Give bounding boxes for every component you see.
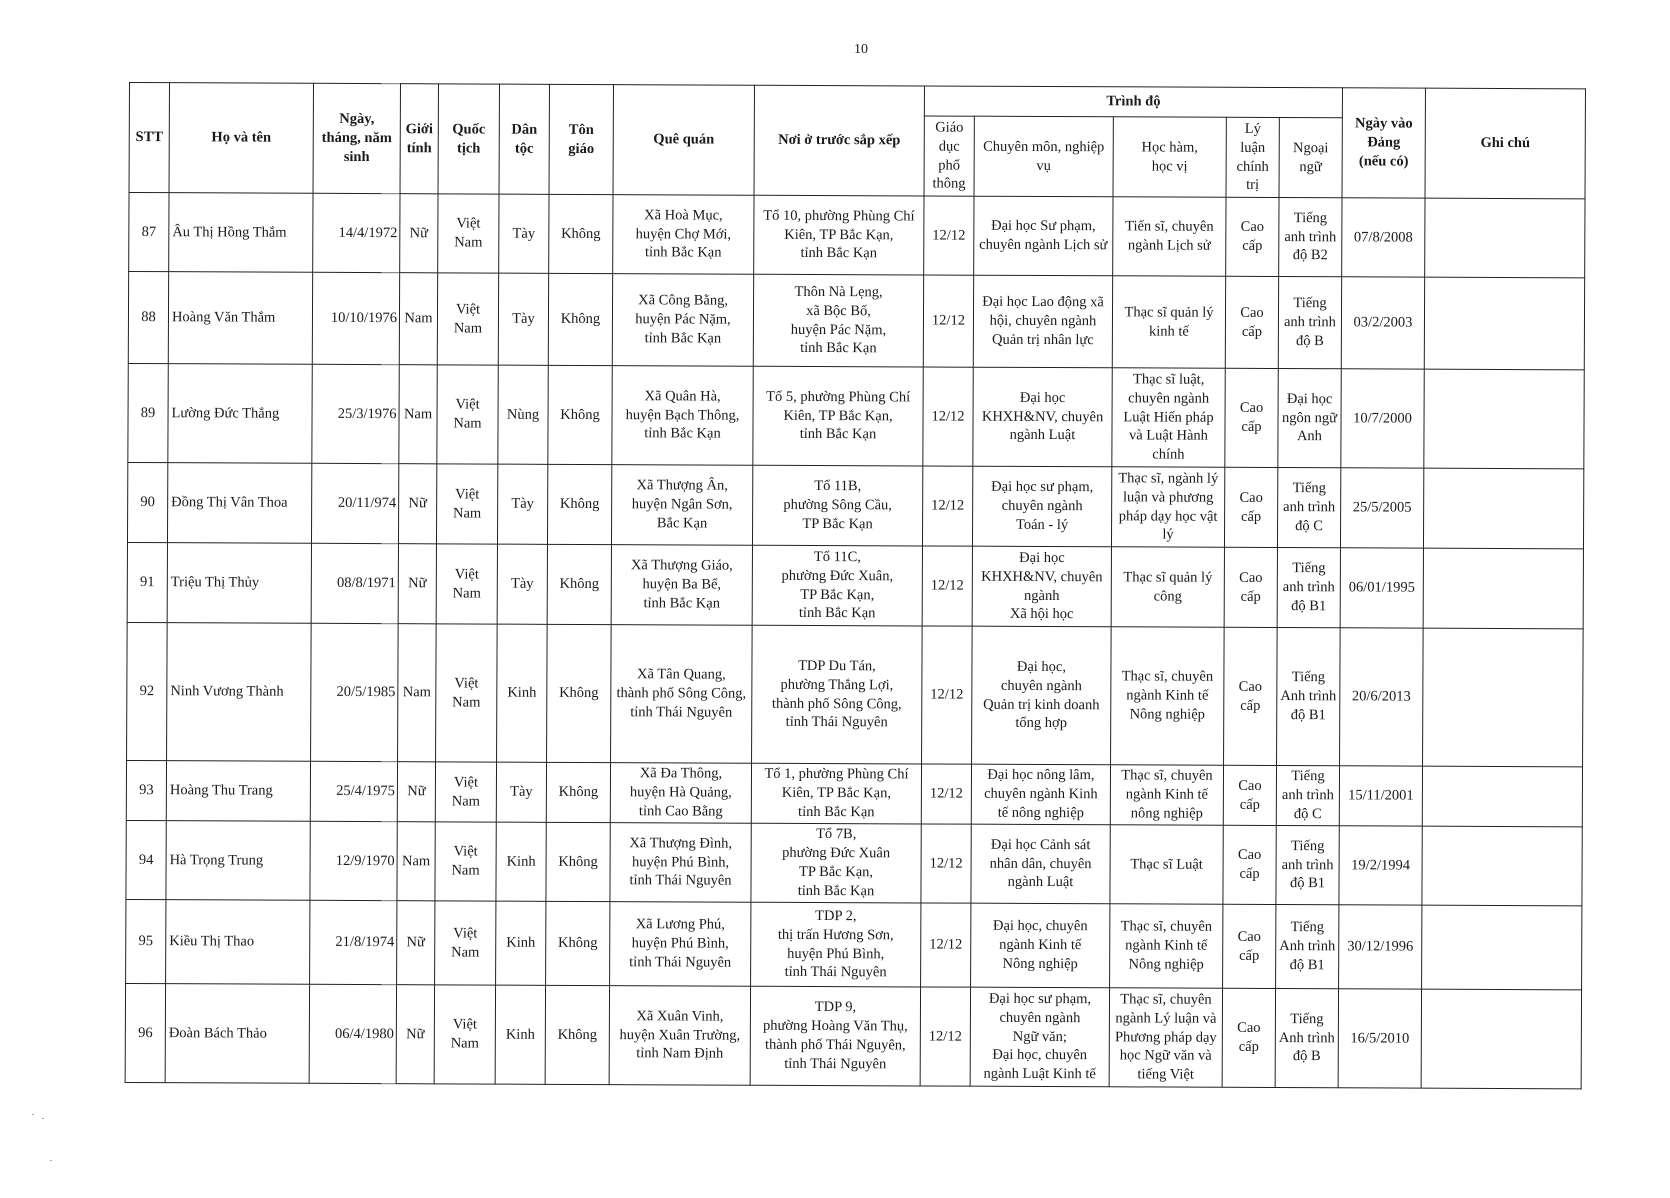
cell-dob: 20/11/974 (311, 463, 398, 543)
cell-name: Hoàng Thu Trang (166, 761, 310, 822)
cell-note (1422, 905, 1582, 990)
cell-general-edu: 12/12 (920, 987, 970, 1086)
cell-residence: Tổ 10, phường Phùng Chí Kiên, TP Bắc Kạn, tỉnh Bắc Kạn (754, 195, 924, 275)
cell-general-edu: 12/12 (924, 196, 974, 275)
cell-residence: Tổ 11B, phường Sông Cầu, TP Bắc Kạn (752, 465, 922, 546)
cell-nationality: Việt Nam (436, 544, 497, 624)
header-ghi-chu: Ghi chú (1425, 88, 1585, 199)
cell-name: Ninh Vương Thành (167, 623, 312, 762)
cell-dob: 25/4/1975 (310, 761, 397, 821)
cell-party-date: 10/7/2000 (1341, 369, 1424, 468)
cell-ethnicity: Kinh (496, 822, 546, 901)
cell-gender: Nữ (398, 464, 436, 544)
cell-hometown: Xã Hoà Mục, huyện Chợ Mới, tỉnh Bắc Kạn (613, 195, 754, 275)
table-row (127, 542, 1583, 628)
cell-hometown: Xã Quân Hà, huyện Bạch Thông, tỉnh Bắc Kạn (612, 366, 753, 466)
cell-ethnicity: Tày (496, 762, 546, 822)
cell-hometown: Xã Thượng Đình, huyện Phú Bình, tỉnh Thái Nguyên (610, 823, 751, 903)
cell-professional: Đại học KHXH&NV, chuyên ngành Luật (973, 367, 1112, 467)
cell-degree: Thạc sĩ quản lý công (1111, 547, 1224, 627)
cell-gender: Nữ (396, 985, 434, 1084)
cell-gender: Nam (398, 624, 437, 762)
cell-nationality: Việt Nam (436, 464, 497, 544)
cell-ethnicity: Kinh (497, 624, 548, 762)
table-row (126, 899, 1582, 989)
table-row (126, 760, 1582, 826)
cell-general-edu: 12/12 (921, 903, 971, 987)
personnel-table-sheet (125, 82, 1586, 1089)
cell-stt: 91 (127, 542, 167, 622)
cell-note (1423, 548, 1583, 629)
cell-religion: Không (549, 194, 613, 273)
cell-stt: 87 (129, 193, 169, 272)
cell-stt: 93 (126, 760, 166, 820)
cell-gender: Nữ (398, 544, 436, 624)
table-row (129, 193, 1585, 278)
cell-general-edu: 12/12 (923, 367, 973, 466)
cell-religion: Không (547, 624, 612, 762)
cell-party-date: 15/11/2001 (1339, 766, 1422, 826)
header-que-quan: Quê quán (613, 85, 754, 196)
cell-language: Tiếng Anh trình độ B1 (1277, 628, 1341, 766)
cell-ethnicity: Kinh (496, 901, 546, 985)
cell-ethnicity: Tày (499, 194, 549, 273)
header-giao-duc: Giáo dục phổ thông (924, 116, 974, 196)
header-dan-toc: Dân tộc (499, 84, 549, 194)
cell-name: Hoàng Văn Thắm (168, 272, 312, 365)
cell-language: Tiếng anh trình độ B2 (1279, 198, 1342, 277)
cell-degree: Thạc sĩ, ngành lý luận và phương pháp dạy học vật lý (1111, 467, 1224, 547)
scan-speck (50, 1160, 52, 1161)
cell-political: Cao cấp (1226, 197, 1279, 276)
cell-name: Kiều Thị Thao (166, 900, 310, 985)
cell-professional: Đại học KHXH&NV, chuyên ngành Xã hội học (972, 546, 1111, 627)
header-stt: STT (129, 83, 169, 193)
cell-name: Triệu Thị Thủy (167, 543, 311, 624)
cell-political: Cao cấp (1225, 276, 1278, 368)
table-row (128, 363, 1584, 468)
cell-religion: Không (546, 822, 610, 901)
cell-dob: 12/9/1970 (310, 821, 397, 900)
cell-hometown: Xã Đa Thông, huyện Hà Quảng, tỉnh Cao Bằng (610, 763, 751, 824)
cell-general-edu: 12/12 (921, 824, 971, 903)
header-ngoai-ngu: Ngoại ngữ (1279, 118, 1342, 198)
cell-ethnicity: Tày (497, 544, 547, 624)
cell-general-edu: 12/12 (922, 626, 973, 764)
cell-residence: Thôn Nà Lẹng, xã Bộc Bố, huyện Pác Nặm, tỉnh Bắc Kạn (753, 274, 923, 367)
cell-residence: Tổ 5, phường Phùng Chí Kiên, TP Bắc Kạn, tỉnh Bắc Kạn (753, 366, 923, 466)
table-row (128, 272, 1584, 370)
header-noi-o: Nơi ở trước sắp xếp (754, 85, 924, 196)
cell-nationality: Việt Nam (437, 273, 498, 365)
cell-general-edu: 12/12 (922, 546, 972, 626)
cell-ethnicity: Kinh (495, 985, 545, 1084)
cell-language: Tiếng anh trình độ B1 (1276, 826, 1339, 905)
cell-note (1424, 369, 1584, 469)
cell-political: Cao cấp (1225, 368, 1278, 467)
cell-religion: Không (547, 544, 611, 624)
cell-stt: 92 (127, 622, 168, 760)
cell-degree: Thạc sĩ, chuyên ngành Lý luận và Phương pháp dạy học Ngữ văn và tiếng Việt (1109, 988, 1222, 1087)
cell-note (1421, 989, 1581, 1089)
cell-religion: Không (545, 985, 609, 1084)
cell-note (1422, 766, 1582, 827)
cell-nationality: Việt Nam (435, 901, 496, 985)
cell-professional: Đại học nông lâm, chuyên ngành Kinh tế nông nghiệp (971, 764, 1110, 825)
cell-professional: Đại học Cảnh sát nhân dân, chuyên ngành Luật (971, 824, 1110, 904)
table-row (127, 462, 1583, 548)
cell-name: Lường Đức Thắng (168, 364, 312, 464)
header-ly-luan: Lý luận chính trị (1226, 117, 1279, 197)
cell-nationality: Việt Nam (435, 822, 496, 901)
cell-note (1423, 468, 1583, 549)
cell-stt: 96 (125, 983, 165, 1082)
header-ngay-sinh: Ngày, tháng, năm sinh (313, 83, 400, 193)
cell-gender: Nữ (400, 194, 438, 273)
header-chuyen-mon: Chuyên môn, nghiệp vụ (974, 116, 1113, 197)
cell-gender: Nam (399, 273, 437, 365)
cell-professional: Đại học sư phạm, chuyên ngành Ngữ văn; Đại học, chuyên ngành Luật Kinh tế (970, 987, 1109, 1087)
cell-note (1425, 198, 1585, 278)
cell-party-date: 25/5/2005 (1340, 468, 1423, 548)
table-row (126, 820, 1582, 905)
cell-dob: 25/3/1976 (312, 364, 399, 463)
cell-general-edu: 12/12 (922, 466, 972, 546)
header-ngay-vao-dang: Ngày vào Đảng (nếu có) (1342, 88, 1425, 198)
cell-degree: Thạc sĩ Luật (1110, 825, 1223, 904)
cell-degree: Thạc sĩ quản lý kinh tế (1112, 276, 1225, 368)
cell-nationality: Việt Nam (438, 194, 499, 273)
cell-ethnicity: Tày (498, 273, 548, 365)
cell-political: Cao cấp (1223, 765, 1276, 825)
cell-degree: Tiến sĩ, chuyên ngành Lịch sử (1113, 197, 1226, 276)
personnel-table (125, 82, 1586, 1089)
cell-hometown: Xã Xuân Vinh, huyện Xuân Trường, tỉnh Nam Định (609, 986, 750, 1086)
cell-language: Tiếng Anh trình độ B1 (1276, 905, 1339, 989)
cell-professional: Đại học sư phạm, chuyên ngành Toán - lý (972, 466, 1111, 547)
cell-stt: 94 (126, 820, 166, 899)
page-number: 10 (854, 42, 868, 57)
cell-political: Cao cấp (1223, 904, 1276, 988)
cell-political: Cao cấp (1222, 988, 1275, 1087)
cell-dob: 08/8/1971 (311, 543, 398, 623)
cell-name: Đoàn Bách Thảo (165, 984, 309, 1084)
cell-note (1422, 826, 1582, 906)
cell-professional: Đại học Sư phạm, chuyên ngành Lịch sử (974, 196, 1113, 276)
cell-name: Đồng Thị Vân Thoa (167, 463, 311, 544)
cell-party-date: 16/5/2010 (1338, 989, 1421, 1088)
cell-stt: 95 (126, 899, 166, 983)
cell-party-date: 19/2/1994 (1339, 826, 1422, 905)
cell-dob: 10/10/1976 (312, 272, 399, 364)
cell-gender: Nam (397, 822, 435, 901)
cell-dob: 06/4/1980 (309, 984, 396, 1083)
cell-political: Cao cấp (1224, 467, 1277, 547)
cell-ethnicity: Tày (497, 464, 547, 544)
cell-note (1423, 628, 1584, 767)
cell-hometown: Xã Công Bằng, huyện Pác Nặm, tỉnh Bắc Kạn (612, 274, 753, 367)
header-ton-giao: Tôn giáo (549, 84, 613, 194)
cell-name: Âu Thị Hồng Thắm (169, 193, 313, 273)
header-gioi-tinh: Giới tính (400, 84, 438, 194)
cell-language: Tiếng anh trình độ C (1277, 468, 1340, 548)
cell-language: Tiếng anh trình độ C (1276, 766, 1339, 826)
cell-stt: 89 (128, 363, 168, 462)
cell-degree: Thạc sĩ, chuyên ngành Kinh tế nông nghiệp (1110, 765, 1223, 825)
cell-party-date: 07/8/2008 (1342, 198, 1425, 277)
scan-speck (42, 1118, 44, 1119)
cell-political: Cao cấp (1223, 825, 1276, 904)
header-trinh-do: Trình độ (924, 86, 1342, 118)
cell-hometown: Xã Thượng Ân, huyện Ngân Sơn, Bắc Kạn (611, 465, 752, 546)
cell-religion: Không (546, 762, 610, 822)
cell-general-edu: 12/12 (923, 275, 973, 367)
cell-party-date: 06/01/1995 (1340, 548, 1423, 628)
cell-nationality: Việt Nam (436, 624, 498, 762)
scan-speck (32, 1114, 34, 1115)
cell-general-edu: 12/12 (921, 764, 971, 824)
cell-residence: Tổ 1, phường Phùng Chí Kiên, TP Bắc Kạn, tỉnh Bắc Kạn (751, 763, 921, 824)
cell-note (1424, 277, 1584, 370)
cell-gender: Nam (399, 365, 437, 464)
cell-degree: Thạc sĩ, chuyên ngành Kinh tế Nông nghiệp (1110, 904, 1223, 988)
cell-party-date: 30/12/1996 (1339, 905, 1422, 989)
cell-nationality: Việt Nam (437, 365, 498, 464)
cell-residence: Tổ 7B, phường Đức Xuân TP Bắc Kạn, tỉnh Bắc Kạn (751, 823, 921, 903)
cell-residence: TDP 9, phường Hoàng Văn Thụ, thành phố Thái Nguyên, tỉnh Thái Nguyên (750, 986, 920, 1086)
cell-professional: Đại học, chuyên ngành Quản trị kinh doanh tổng hợp (972, 626, 1112, 765)
cell-religion: Không (546, 901, 610, 985)
header-ho-va-ten: Họ và tên (169, 83, 313, 194)
header-quoc-tich: Quốc tịch (438, 84, 499, 194)
cell-hometown: Xã Lương Phú, huyện Phú Bình, tỉnh Thái Nguyên (610, 902, 751, 987)
cell-professional: Đại học, chuyên ngành Kinh tế Nông nghiệp (971, 903, 1110, 988)
cell-stt: 90 (127, 462, 167, 542)
cell-party-date: 03/2/2003 (1341, 277, 1424, 369)
cell-language: Tiếng Anh trình độ B (1275, 989, 1338, 1088)
cell-political: Cao cấp (1224, 627, 1278, 765)
cell-residence: TDP Du Tán, phường Thắng Lợi, thành phố Sông Công, tỉnh Thái Nguyên (752, 625, 923, 764)
table-row (127, 622, 1584, 766)
cell-gender: Nữ (397, 901, 435, 985)
cell-hometown: Xã Thượng Giáo, huyện Ba Bể, tỉnh Bắc Kạn (611, 545, 752, 626)
cell-residence: TDP 2, thị trấn Hương Sơn, huyện Phú Bình, tỉnh Thái Nguyên (751, 902, 921, 987)
cell-language: Tiếng anh trình độ B (1278, 277, 1341, 369)
cell-religion: Không (548, 365, 612, 464)
cell-stt: 88 (128, 272, 168, 364)
cell-dob: 21/8/1974 (310, 900, 397, 984)
cell-dob: 14/4/1972 (313, 193, 400, 272)
cell-religion: Không (547, 464, 611, 544)
cell-residence: Tổ 11C, phường Đức Xuân, TP Bắc Kạn, tỉnh Bắc Kạn (752, 545, 922, 626)
cell-nationality: Việt Nam (434, 985, 495, 1084)
header-hoc-ham: Học hàm, học vị (1113, 117, 1226, 197)
cell-degree: Thạc sĩ luật, chuyên ngành Luật Hiến pháp và Luật Hành chính (1112, 368, 1225, 467)
cell-ethnicity: Nùng (498, 365, 548, 464)
cell-religion: Không (548, 273, 612, 365)
cell-name: Hà Trọng Trung (166, 821, 310, 901)
cell-gender: Nữ (397, 762, 435, 822)
cell-dob: 20/5/1985 (311, 623, 399, 761)
cell-language: Tiếng anh trình độ B1 (1277, 548, 1340, 628)
cell-political: Cao cấp (1224, 547, 1277, 627)
cell-professional: Đại học Lao động xã hội, chuyên ngành Quản trị nhân lực (973, 275, 1112, 368)
cell-language: Đại học ngôn ngữ Anh (1278, 369, 1341, 468)
cell-party-date: 20/6/2013 (1340, 628, 1424, 766)
cell-nationality: Việt Nam (435, 762, 496, 822)
cell-degree: Thạc sĩ, chuyên ngành Kinh tế Nông nghiệp (1111, 627, 1225, 765)
table-row (125, 983, 1581, 1088)
cell-hometown: Xã Tân Quang, thành phố Sông Công, tỉnh Thái Nguyên (611, 625, 753, 764)
